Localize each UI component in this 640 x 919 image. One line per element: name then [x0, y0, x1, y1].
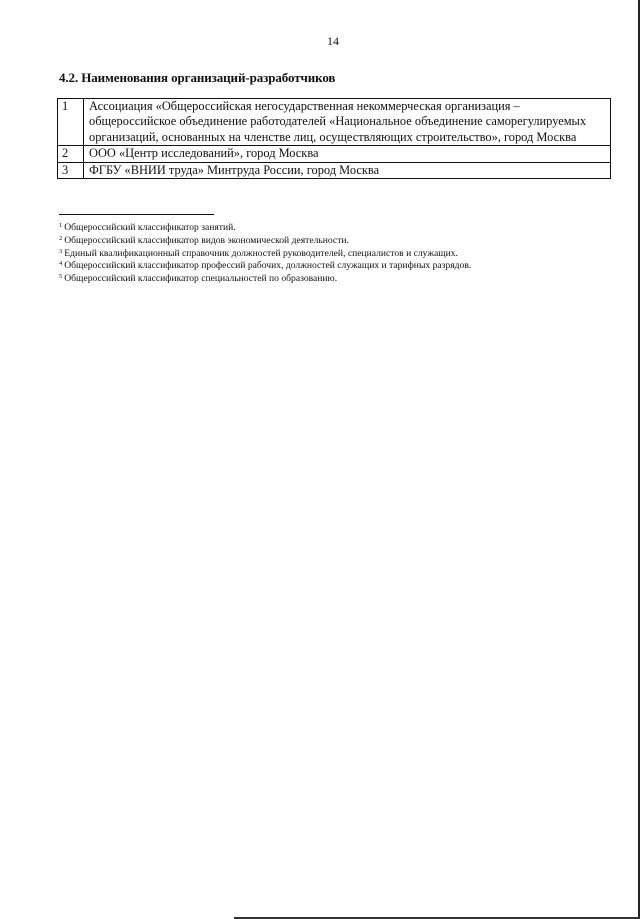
table-row [58, 99, 611, 146]
organization-name: ООО «Центр исследований», город Москва [84, 146, 611, 162]
page-number: 14 [327, 34, 339, 48]
footnote-text: Общероссийский классификатор занятий. [64, 222, 236, 233]
table-row [58, 146, 611, 162]
footnote-mark: 1 [59, 222, 63, 229]
row-number: 3 [58, 162, 84, 178]
footnote [59, 248, 599, 261]
organizations-table [57, 98, 611, 179]
footnote-text: Общероссийский классификатор специальностей по образованию. [64, 273, 338, 285]
footnote-mark: 2 [59, 234, 63, 242]
footnote [59, 235, 599, 248]
row-number: 2 [58, 146, 84, 162]
row-number: 1 [58, 99, 84, 146]
footnote [59, 222, 599, 235]
section-title: 4.2. Наименования организаций-разработчиков [59, 70, 336, 85]
table-row [58, 162, 611, 178]
footnote-divider [59, 214, 214, 215]
footnote-mark: 5 [59, 273, 63, 281]
footnote [59, 260, 599, 273]
footnotes [59, 222, 599, 286]
footnote [59, 273, 599, 286]
footnote-text: Общероссийский классификатор видов экономической деятельности. [64, 234, 349, 246]
organization-name: Ассоциация «Общероссийская негосударственная некоммерческая организация – общероссийское объединение работодателей «Национальное объединение саморегулируемых организаций, основанных на членстве лиц, осуществляющих строительство», город Москва [84, 99, 611, 146]
organization-name: ФГБУ «ВНИИ труда» Минтруда России, город Москва [84, 162, 611, 178]
footnote-text: Единый квалификационный справочник должностей руководителей, специалистов и служащих. [64, 247, 458, 259]
footnote-text: Общероссийский классификатор профессий рабочих, должностей служащих и тарифных разрядов. [64, 260, 472, 272]
footnote-mark: 4 [59, 260, 63, 268]
footnote-mark: 3 [59, 247, 63, 255]
